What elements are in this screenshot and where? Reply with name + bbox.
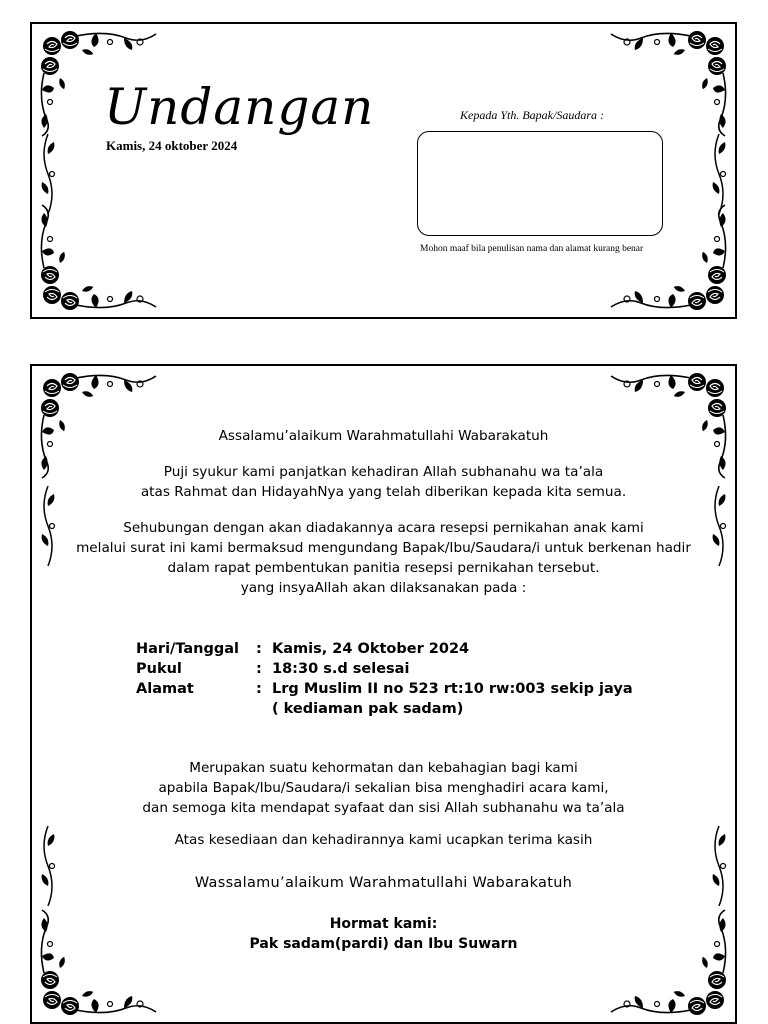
detail-row-time [136,659,633,679]
envelope-title: Undangan [104,78,375,136]
envelope-note: Mohon maaf bila penulisan nama dan alamat kurang benar [420,244,644,254]
paragraph-1 [32,462,735,502]
envelope-date: Kamis, 24 oktober 2024 [106,138,238,153]
detail-label: Pukul [136,661,182,677]
paragraph-line: dalam rapat pembentukan panitia resepsi pernikahan tersebut. [167,560,600,576]
detail-value: Kamis, 24 Oktober 2024 [272,641,470,657]
detail-row-address [136,679,633,699]
floral-side-icon [38,134,58,214]
detail-label: Hari/Tanggal [136,641,239,657]
detail-row-date [136,639,633,659]
detail-sep: : [256,641,262,657]
envelope-card [30,22,737,319]
paragraph-2 [32,518,735,598]
thanks-line: Atas kesediaan dan kehadirannya kami ucapkan terima kasih [174,832,593,848]
paragraph-line: Puji syukur kami panjatkan kehadiran Allah subhanahu wa ta’ala [163,464,604,480]
paragraph-line: Merupakan suatu kehormatan dan kebahagian bagi kami [189,760,578,776]
letter-body [32,426,735,614]
paragraph-line: dan semoga kita mendapat syafaat dan sisi Allah subhanahu wa ta’ala [142,800,625,816]
floral-side-icon [709,134,729,214]
address-continuation: ( kediaman pak sadam) [272,701,464,717]
detail-sep: : [256,681,262,697]
signers: Pak sadam(pardi) dan Ibu Suwarn [249,936,518,952]
paragraph-line: melalui surat ini kami bermaksud mengundang Bapak/Ibu/Saudara/i untuk berkenan hadir [76,540,691,556]
detail-sep: : [256,661,262,677]
paragraph-line: yang insyaAllah akan dilaksanakan pada : [240,580,527,596]
detail-value: Lrg Muslim II no 523 rt:10 rw:003 sekip jaya [272,681,633,697]
event-details [136,639,633,719]
detail-value: 18:30 s.d selesai [272,661,410,677]
sign-label: Hormat kami: [329,916,438,932]
paragraph-line: Sehubungan dengan akan diadakannya acara resepsi pernikahan anak kami [123,520,644,536]
paragraph-3 [32,758,735,818]
opening-greeting: Assalamu’alaikum Warahmatullahi Wabarakatuh [218,428,549,444]
detail-label: Alamat [136,681,194,697]
floral-corner-icon [601,28,731,138]
closing-greeting: Wassalamu’alaikum Warahmatullahi Wabarakatuh [194,875,573,891]
recipient-address-box [417,131,663,236]
paragraph-line: atas Rahmat dan HidayahNya yang telah diberikan kepada kita semua. [140,484,627,500]
signature-block [32,914,735,954]
paragraph-line: apabila Bapak/Ibu/Saudara/i sekalian bisa menghadiri acara kami, [158,780,609,796]
recipient-label: Kepada Yth. Bapak/Saudara : [460,108,604,122]
floral-corner-icon [36,203,166,313]
letter-card [30,364,737,1024]
